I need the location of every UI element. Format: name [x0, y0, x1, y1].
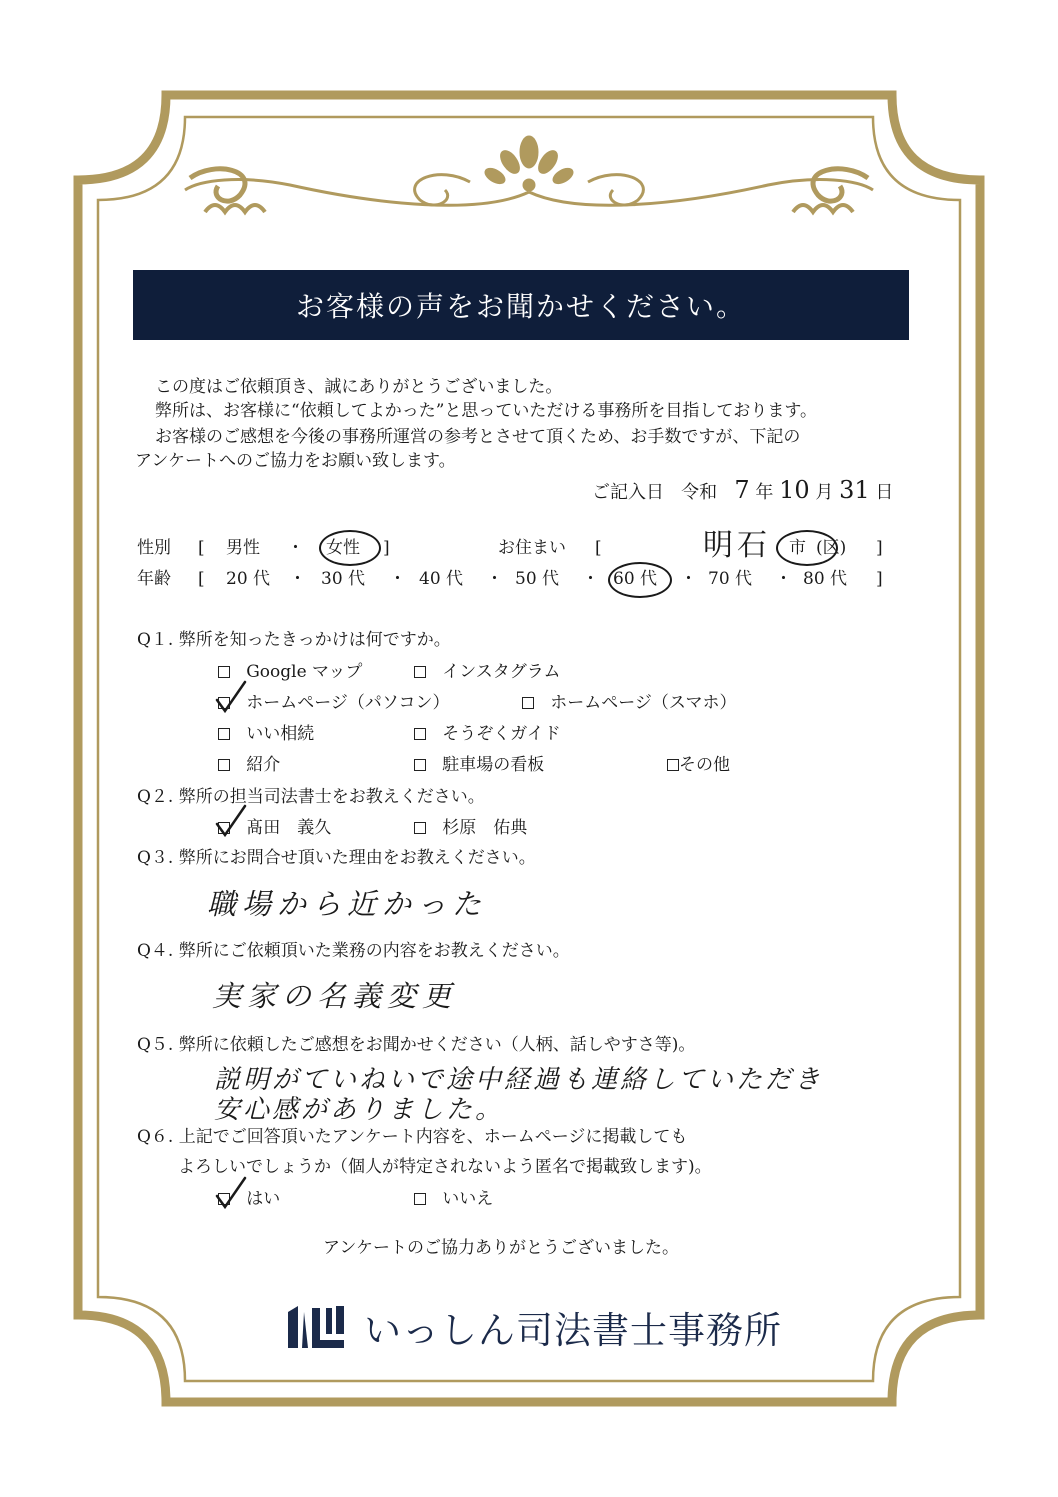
checkbox-icon[interactable] — [218, 666, 230, 678]
q1-option-parking-sign[interactable] — [414, 757, 544, 774]
age-option-40[interactable]: 40 代 — [419, 569, 464, 589]
q1-option-label: ホームページ（パソコン） — [246, 693, 450, 713]
checkbox-icon[interactable] — [522, 697, 534, 709]
residence-handwritten: 明石 — [703, 528, 771, 563]
q4-question: Q４. 弊所にご依頼頂いた業務の内容をお教えください。 — [137, 941, 570, 961]
age-selected-circle — [608, 562, 672, 598]
checkbox-icon[interactable] — [667, 759, 679, 771]
age-separator: ・ — [582, 569, 599, 589]
date-month-unit: 月 — [815, 482, 834, 503]
gender-close-bracket: ] — [383, 538, 390, 558]
checkbox-icon[interactable] — [218, 759, 230, 771]
q1-option-other[interactable] — [667, 757, 730, 774]
q1-option-instagram[interactable] — [414, 664, 561, 681]
q1-option-label: Google マップ — [246, 662, 363, 682]
office-logo — [286, 1300, 782, 1354]
age-separator: ・ — [775, 569, 792, 589]
checkmark-icon — [214, 680, 248, 716]
page-title: お客様の声をお聞かせください。 — [133, 270, 909, 340]
date-line — [592, 478, 893, 502]
q1-option-homepage-phone[interactable] — [522, 695, 737, 712]
q3-answer: 職場から近かった — [207, 887, 488, 921]
residence-open-bracket: [ — [595, 538, 602, 558]
residence-city[interactable]: 市 — [789, 538, 806, 558]
q2-option-sugihara[interactable] — [414, 820, 527, 837]
intro-line-1: この度はご依頼頂き、誠にありがとうございました。 — [155, 377, 563, 397]
date-month: 10 — [779, 476, 810, 504]
checkbox-icon[interactable] — [414, 1193, 426, 1205]
gender-option-female[interactable]: 女性 — [326, 538, 360, 558]
q4-answer: 実家の名義変更 — [212, 979, 458, 1013]
checkbox-icon[interactable] — [414, 666, 426, 678]
intro-line-4: アンケートへのご協力をお願い致します。 — [135, 451, 456, 471]
age-separator: ・ — [289, 569, 306, 589]
q1-option-label: インスタグラム — [442, 662, 561, 682]
age-separator: ・ — [680, 569, 697, 589]
q3-question: Q３. 弊所にお問合せ頂いた理由をお教えください。 — [137, 848, 536, 868]
q1-option-label: 駐車場の看板 — [442, 755, 545, 775]
checkmark-icon — [214, 1176, 248, 1212]
gender-selected-circle — [319, 530, 381, 566]
q1-option-ii-souzoku[interactable] — [218, 726, 314, 743]
age-label: 年齢 — [137, 569, 171, 589]
q1-option-label: そうぞくガイド — [442, 724, 561, 744]
checkbox-icon[interactable] — [414, 728, 426, 740]
q1-option-label: 紹介 — [246, 755, 281, 775]
date-label: ご記入日 — [592, 482, 664, 503]
q2-option-label: 杉原 佑典 — [442, 818, 528, 838]
date-day: 31 — [839, 476, 870, 504]
checkbox-icon[interactable] — [414, 822, 426, 834]
intro-line-3: お客様のご感想を今後の事務所運営の参考とさせて頂くため、お手数ですが、下記の — [155, 427, 801, 447]
q5-answer-line-1: 説明がていねいで途中経過も連絡していただき — [214, 1065, 824, 1095]
residence-close-bracket: ] — [876, 538, 883, 558]
age-option-20[interactable]: 20 代 — [226, 569, 271, 589]
q6-question-line-1: Q６. 上記でご回答頂いたアンケート内容を、ホームページに掲載しても — [137, 1127, 688, 1147]
q1-question: Q１. 弊所を知ったきっかけは何ですか。 — [137, 630, 451, 650]
q1-option-label: その他 — [679, 755, 730, 775]
age-option-60[interactable]: 60 代 — [613, 569, 658, 589]
q6-question-line-2: よろしいでしょうか（個人が特定されないよう匿名で掲載致します)。 — [178, 1157, 712, 1177]
age-option-50[interactable]: 50 代 — [515, 569, 560, 589]
intro-line-2: 弊所は、お客様に“依頼してよかった”と思っていただける事務所を目指しております。 — [155, 401, 818, 421]
date-year-unit: 年 — [755, 482, 774, 503]
age-close-bracket: ] — [876, 569, 883, 589]
q1-option-google-map[interactable] — [218, 664, 362, 681]
age-option-80[interactable]: 80 代 — [803, 569, 848, 589]
q1-option-label: ホームページ（スマホ） — [550, 693, 737, 713]
residence-selected-circle — [776, 530, 838, 566]
q6-option-label: はい — [246, 1189, 281, 1209]
checkbox-icon[interactable] — [218, 728, 230, 740]
q1-option-label: いい相続 — [246, 724, 315, 744]
q5-question: Q５. 弊所に依頼したご感想をお聞かせください（人柄、話しやすさ等)。 — [137, 1035, 696, 1055]
date-day-unit: 日 — [875, 482, 894, 503]
q6-option-no[interactable] — [414, 1191, 493, 1208]
residence-label: お住まい — [498, 538, 566, 558]
checkmark-icon — [214, 804, 248, 840]
thanks-message: アンケートのご協力ありがとうございました。 — [323, 1238, 679, 1258]
age-separator: ・ — [389, 569, 406, 589]
gender-label: 性別 — [137, 538, 171, 558]
q2-option-label: 髙田 義久 — [246, 818, 332, 838]
ornament-icon — [185, 136, 873, 212]
date-year: 7 — [734, 476, 750, 504]
q5-answer-line-2: 安心感がありました。 — [214, 1095, 505, 1125]
checkbox-icon[interactable] — [414, 759, 426, 771]
age-option-70[interactable]: 70 代 — [708, 569, 753, 589]
gender-open-bracket: [ — [198, 538, 205, 558]
date-era: 令和 — [681, 482, 718, 503]
gender-option-male[interactable]: 男性 — [226, 538, 260, 558]
q1-option-souzoku-guide[interactable] — [414, 726, 561, 743]
q1-option-homepage-pc[interactable] — [218, 695, 450, 712]
residence-ward[interactable]: (区) — [816, 538, 847, 558]
q6-option-label: いいえ — [442, 1189, 494, 1209]
logo-mark-icon — [286, 1304, 346, 1350]
q2-question: Q２. 弊所の担当司法書士をお教えください。 — [137, 787, 485, 807]
age-separator: ・ — [486, 569, 503, 589]
age-option-30[interactable]: 30 代 — [321, 569, 366, 589]
gender-separator: ・ — [287, 538, 304, 558]
q1-option-referral[interactable] — [218, 757, 280, 774]
age-open-bracket: [ — [198, 569, 205, 589]
office-name: いっしん司法書士事務所 — [364, 1309, 782, 1352]
